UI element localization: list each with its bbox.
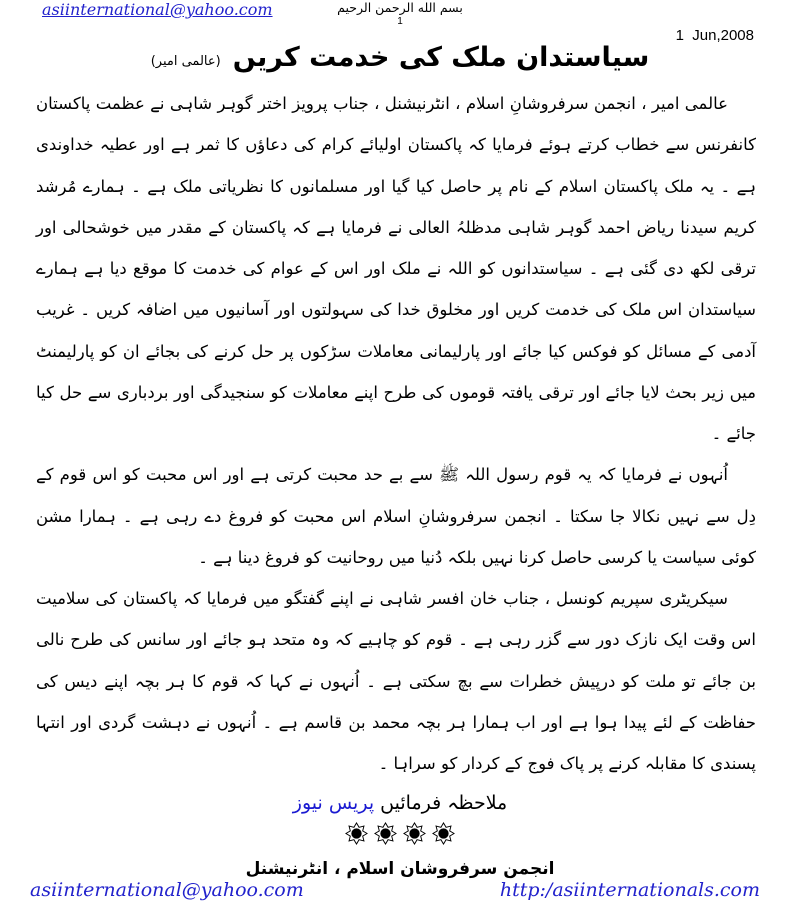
footer-website-link[interactable]: http:/asiinternationals.com	[499, 879, 760, 901]
article-body	[36, 83, 756, 784]
bismillah-text: بسم الله الرحمن الرحيم	[337, 0, 463, 15]
footer	[0, 879, 800, 901]
star-ornament-icon	[374, 822, 397, 845]
paragraph-2: اُنہوں نے فرمایا کہ یہ قوم رسول اللہ ﷺ سے بے حد محبت کرتی ہے اور اس محبت کو اس قوم کے دِل سے نہیں نکالا جا سکتا ۔ انجمن سرفروشانِ اسلام اس محبت کو فروغ دے رہی ہے ۔ ہمارا مشن کوئی سیاست یا کرسی حاصل کرنا نہیں بلکہ دُنیا میں روحانیت کو فروغ دینا ہے ۔	[36, 465, 756, 567]
article-title	[0, 42, 800, 73]
star-ornament-icon	[403, 822, 426, 845]
organization-name: انجمن سرفروشان اسلام ، انٹرنیشنل	[245, 859, 555, 880]
article-title-subtitle: (عالمی امیر)	[150, 54, 221, 69]
bismillah-block	[0, 0, 800, 28]
article-title-main: سیاستدان ملک کی خدمت کریں	[232, 42, 650, 73]
date-text: 1 Jun,2008	[675, 27, 754, 44]
header-email-link[interactable]: asiinternational@yahoo.com	[42, 0, 273, 19]
closing-line	[0, 792, 800, 814]
page-number: 1	[397, 15, 403, 27]
ornament-row	[0, 822, 800, 845]
press-news-label: پریس نیوز	[292, 792, 375, 815]
star-ornament-icon	[345, 822, 368, 845]
star-ornament-icon	[432, 822, 455, 845]
footer-email-link[interactable]: asiinternational@yahoo.com	[30, 879, 304, 901]
closing-note: ملاحظہ فرمائیں	[380, 792, 508, 815]
paragraph-3: سیکریٹری سپریم کونسل ، جناب خان افسر شاہی نے اپنے گفتگو میں فرمایا کہ پاکستان کی سلامیت اس وقت ایک نازک دور سے گزر رہی ہے ۔ قوم کو چاہیے کہ وہ متحد ہو جائے اور سانس کی طرح نالی بن جائے تو ملت کو درپیش خطرات سے بچ سکتی ہے ۔ اُنہوں نے کہا کہ قوم کا ہر بچہ اپنے دیس کی حفاظت کے لئے پیدا ہوا ہے اور اب ہمارا ہر بچہ محمد بن قاسم ہے ۔ اُنہوں نے دہشت گردی اور انتہا پسندی کا مقابلہ کرنے پر پاک فوج کے کردار کو سراہا ۔	[36, 589, 756, 773]
paragraph-1: عالمی امیر ، انجمن سرفروشانِ اسلام ، انٹرنیشنل ، جناب پرویز اختر گوہر شاہی نے عظمت پاکستان کانفرنس سے خطاب کرتے ہوئے فرمایا کہ پاکستان اولیائے کرام کی دعاؤں کا ثمر ہے اور عطیہ خداوندی ہے ۔ یہ ملک پاکستان اسلام کے نام پر حاصل کیا گیا اور مسلمانوں کا نظریاتی ملک ہے ۔ ہمارے مُرشد کریم سیدنا ریاض احمد گوہر شاہی مدظلہُ العالی نے فرمایا ہے کہ پاکستان کے مقدر میں خوشحالی اور ترقی لکھ دی گئی ہے ۔ سیاستدانوں کو اللہ نے ملک اور اس کے عوام کی خدمت کا موقع دیا ہے ہمارے سیاستدان اس ملک کی خدمت کریں اور مخلوق خدا کی سہولتوں اور آسانیوں میں اضافہ کریں ۔ غریب آدمی کے مسائل کو فوکس کیا جائے اور پارلیمانی معاملات سڑکوں پر حل کرنے کی بجائے ان کو پارلیمنٹ میں زیر بحث لایا جائے اور ترقی یافتہ قوموں کی طرح اپنے معاملات کو سنجیدگی اور بردباری سے حل کیا جائے ۔	[36, 94, 756, 443]
